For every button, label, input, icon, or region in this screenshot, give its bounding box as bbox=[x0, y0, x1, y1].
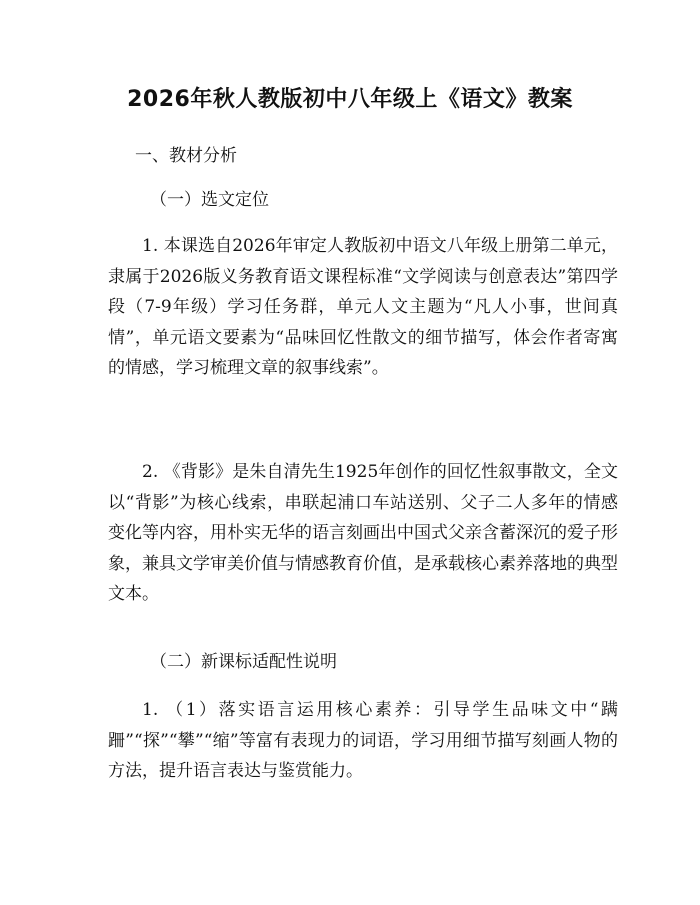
paragraph-curriculum-fit-1: 1. （1）落实语言运用核心素养：引导学生品味文中“蹒跚”“探”“攀”“缩”等富有表现力的词语，学习用细节描写刻画人物的方法，提升语言表达与鉴赏能力。 bbox=[108, 700, 618, 781]
paragraph-text-positioning-2: 2. 《背影》是朱自清先生1925年创作的回忆性叙事散文，全文以“背影”为核心线索，串联起浦口车站送别、父子二人多年的情感变化等内容，用朴实无华的语言刻画出中国式父亲含蓄深沉的爱子形象，兼具文学审美价值与情感教育价值，是承载核心素养落地的典型文本。 bbox=[108, 462, 618, 604]
paragraph-text-positioning-1: 1. 本课选自2026年审定人教版初中语文八年级上册第二单元，隶属于2026版义务教育语文课程标准“文学阅读与创意表达”第四学段（7-9年级）学习任务群，单元人文主题为“凡人小事，世间真情”，单元语文要素为“品味回忆性散文的细节描写，体会作者寄寓的情感，学习梳理文章的叙事线索”。 bbox=[108, 236, 618, 378]
subsection-heading-curriculum-fit: （二）新课标适配性说明 bbox=[150, 652, 337, 672]
subsection-heading-text-positioning: （一）选文定位 bbox=[150, 190, 269, 210]
document-title: 2026年秋人教版初中八年级上《语文》教案 bbox=[127, 87, 573, 112]
section-heading-textbook-analysis: 一、教材分析 bbox=[135, 146, 237, 166]
